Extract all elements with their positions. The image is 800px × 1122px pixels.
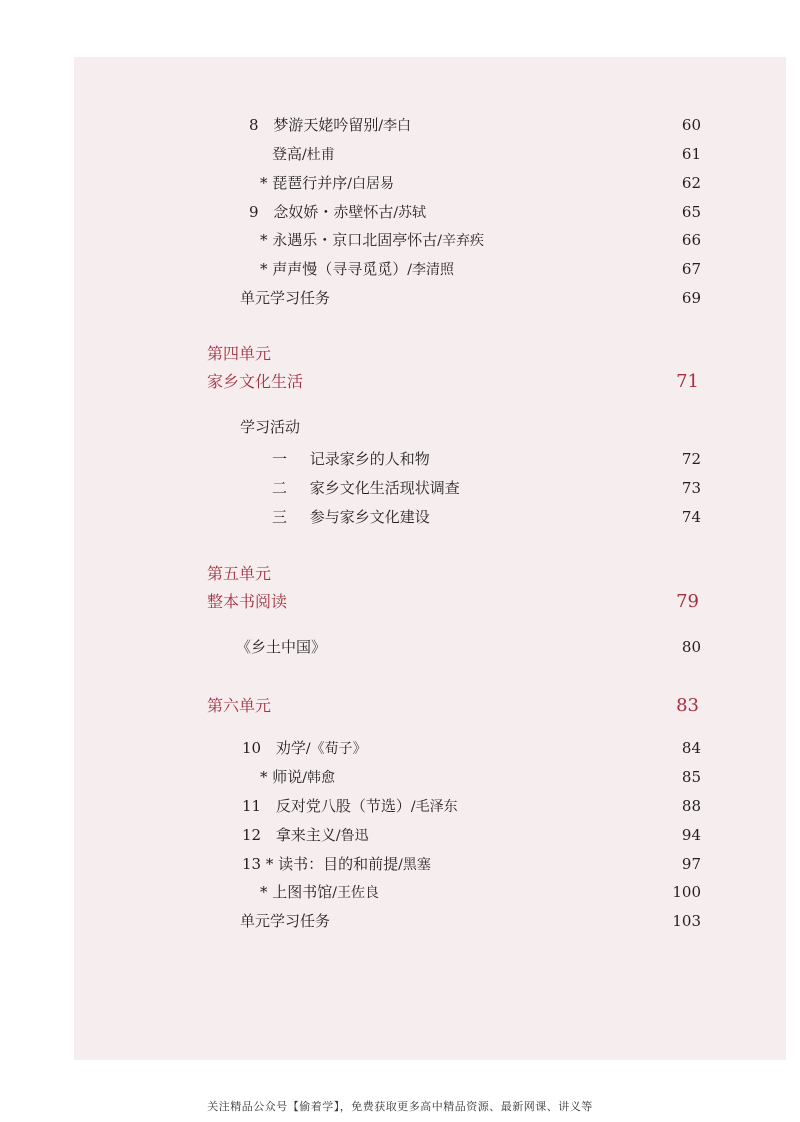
entry-author: /李白 bbox=[378, 118, 412, 134]
entry-author: /韩愈 bbox=[302, 770, 336, 786]
entry-author: /杜甫 bbox=[302, 147, 335, 163]
book-entry[interactable]: 《乡土中国》 bbox=[236, 638, 327, 656]
entry-page: 74 bbox=[681, 508, 701, 526]
entry-title: 梦游天姥吟留别 bbox=[273, 116, 379, 134]
entry-page: 80 bbox=[681, 638, 701, 656]
entry-marker: * bbox=[260, 260, 268, 278]
entry-marker: * bbox=[260, 768, 268, 786]
entry-author: /毛泽东 bbox=[410, 799, 458, 815]
entry-title: 读书：目的和前提 bbox=[278, 855, 399, 873]
toc-page bbox=[74, 57, 786, 1060]
entry-page: 84 bbox=[681, 739, 701, 757]
unit-title[interactable]: 家乡文化生活 bbox=[207, 372, 304, 391]
unit-label[interactable]: 第六单元 bbox=[207, 696, 272, 715]
entry-page: 60 bbox=[681, 116, 701, 134]
entry-author: /辛弃疾 bbox=[437, 233, 485, 249]
entry-title: 劝学 bbox=[275, 739, 306, 757]
entry-page: 97 bbox=[681, 855, 701, 873]
unit-task-entry[interactable] bbox=[240, 911, 330, 931]
entry-title: 反对党八股（节选） bbox=[275, 797, 411, 815]
unit-label: 第五单元 bbox=[207, 564, 272, 583]
entry-number: 9 bbox=[249, 203, 259, 221]
entry-author: /《荀子》 bbox=[305, 741, 367, 757]
footer-note: 关注精品公众号【偷着学】，免费获取更多高中精品资源、最新网课、讲义等 bbox=[207, 1100, 593, 1113]
activity-index: 二 bbox=[272, 479, 288, 497]
activity-title: 家乡文化生活现状调查 bbox=[309, 479, 460, 497]
entry-page: 66 bbox=[681, 231, 701, 249]
entry-page: 73 bbox=[681, 479, 701, 497]
activity-index: 一 bbox=[272, 450, 288, 468]
entry-title: 拿来主义 bbox=[275, 826, 336, 844]
entry-title: 永遇乐・京口北固亭怀古 bbox=[272, 231, 438, 249]
entry-title: 师说 bbox=[272, 768, 303, 786]
entry-author: /李清照 bbox=[407, 262, 455, 278]
toc-entry[interactable] bbox=[242, 796, 458, 817]
toc-entry[interactable] bbox=[242, 854, 431, 875]
unit-page: 71 bbox=[676, 371, 699, 392]
entry-author: /鲁迅 bbox=[335, 828, 369, 844]
entry-author: /黑塞 bbox=[398, 857, 431, 873]
entry-number: 8 bbox=[249, 116, 259, 134]
entry-number: 10 bbox=[242, 739, 262, 757]
toc-entry[interactable] bbox=[260, 882, 379, 903]
entry-title: 上图书馆 bbox=[272, 883, 333, 901]
entry-page: 69 bbox=[681, 289, 701, 307]
entry-marker: * bbox=[260, 174, 268, 192]
toc-entry[interactable] bbox=[242, 825, 369, 846]
entry-page: 100 bbox=[672, 883, 701, 901]
toc-entry[interactable] bbox=[242, 738, 367, 759]
activity-entry[interactable] bbox=[272, 478, 460, 498]
activity-entry[interactable] bbox=[272, 449, 430, 469]
entry-title: 念奴娇・赤壁怀古 bbox=[273, 203, 394, 221]
toc-entry[interactable] bbox=[260, 230, 484, 251]
unit-title[interactable]: 整本书阅读 bbox=[207, 592, 288, 611]
entry-title: 琵琶行并序 bbox=[272, 174, 348, 192]
toc-entry[interactable] bbox=[260, 173, 394, 194]
entry-title: 声声慢（寻寻觅觅） bbox=[272, 260, 408, 278]
entry-author: /王佐良 bbox=[332, 885, 380, 901]
activity-title: 参与家乡文化建设 bbox=[309, 508, 430, 526]
entry-marker: * bbox=[260, 883, 268, 901]
entry-page: 61 bbox=[681, 145, 701, 163]
entry-title: 单元学习任务 bbox=[240, 289, 331, 307]
entry-page: 67 bbox=[681, 260, 701, 278]
entry-author: /苏轼 bbox=[393, 205, 427, 221]
entry-page: 94 bbox=[681, 826, 701, 844]
entry-page: 65 bbox=[681, 203, 701, 221]
unit-page: 79 bbox=[676, 591, 699, 612]
toc-entry[interactable] bbox=[249, 202, 426, 223]
entry-page: 103 bbox=[672, 912, 701, 930]
entry-number: 11 bbox=[242, 797, 262, 815]
entry-page: 85 bbox=[681, 768, 701, 786]
activity-index: 三 bbox=[272, 508, 288, 526]
unit-task-entry[interactable] bbox=[240, 288, 330, 308]
entry-page: 62 bbox=[681, 174, 701, 192]
toc-entry[interactable] bbox=[260, 767, 335, 788]
entry-number: 12 bbox=[242, 826, 262, 844]
entry-author: /白居易 bbox=[347, 176, 395, 192]
activity-entry[interactable] bbox=[272, 507, 430, 527]
entry-page: 88 bbox=[681, 797, 701, 815]
entry-number: 13 * bbox=[242, 855, 274, 873]
entry-title: 登高 bbox=[272, 145, 303, 163]
toc-entry[interactable] bbox=[260, 259, 454, 280]
unit-page: 83 bbox=[676, 695, 699, 716]
toc-entry[interactable] bbox=[272, 144, 335, 165]
unit-label: 第四单元 bbox=[207, 344, 272, 363]
toc-entry[interactable] bbox=[249, 115, 411, 136]
entry-page: 72 bbox=[681, 450, 701, 468]
entry-title: 单元学习任务 bbox=[240, 912, 331, 930]
activities-heading: 学习活动 bbox=[240, 418, 301, 436]
entry-marker: * bbox=[260, 231, 268, 249]
activity-title: 记录家乡的人和物 bbox=[309, 450, 430, 468]
